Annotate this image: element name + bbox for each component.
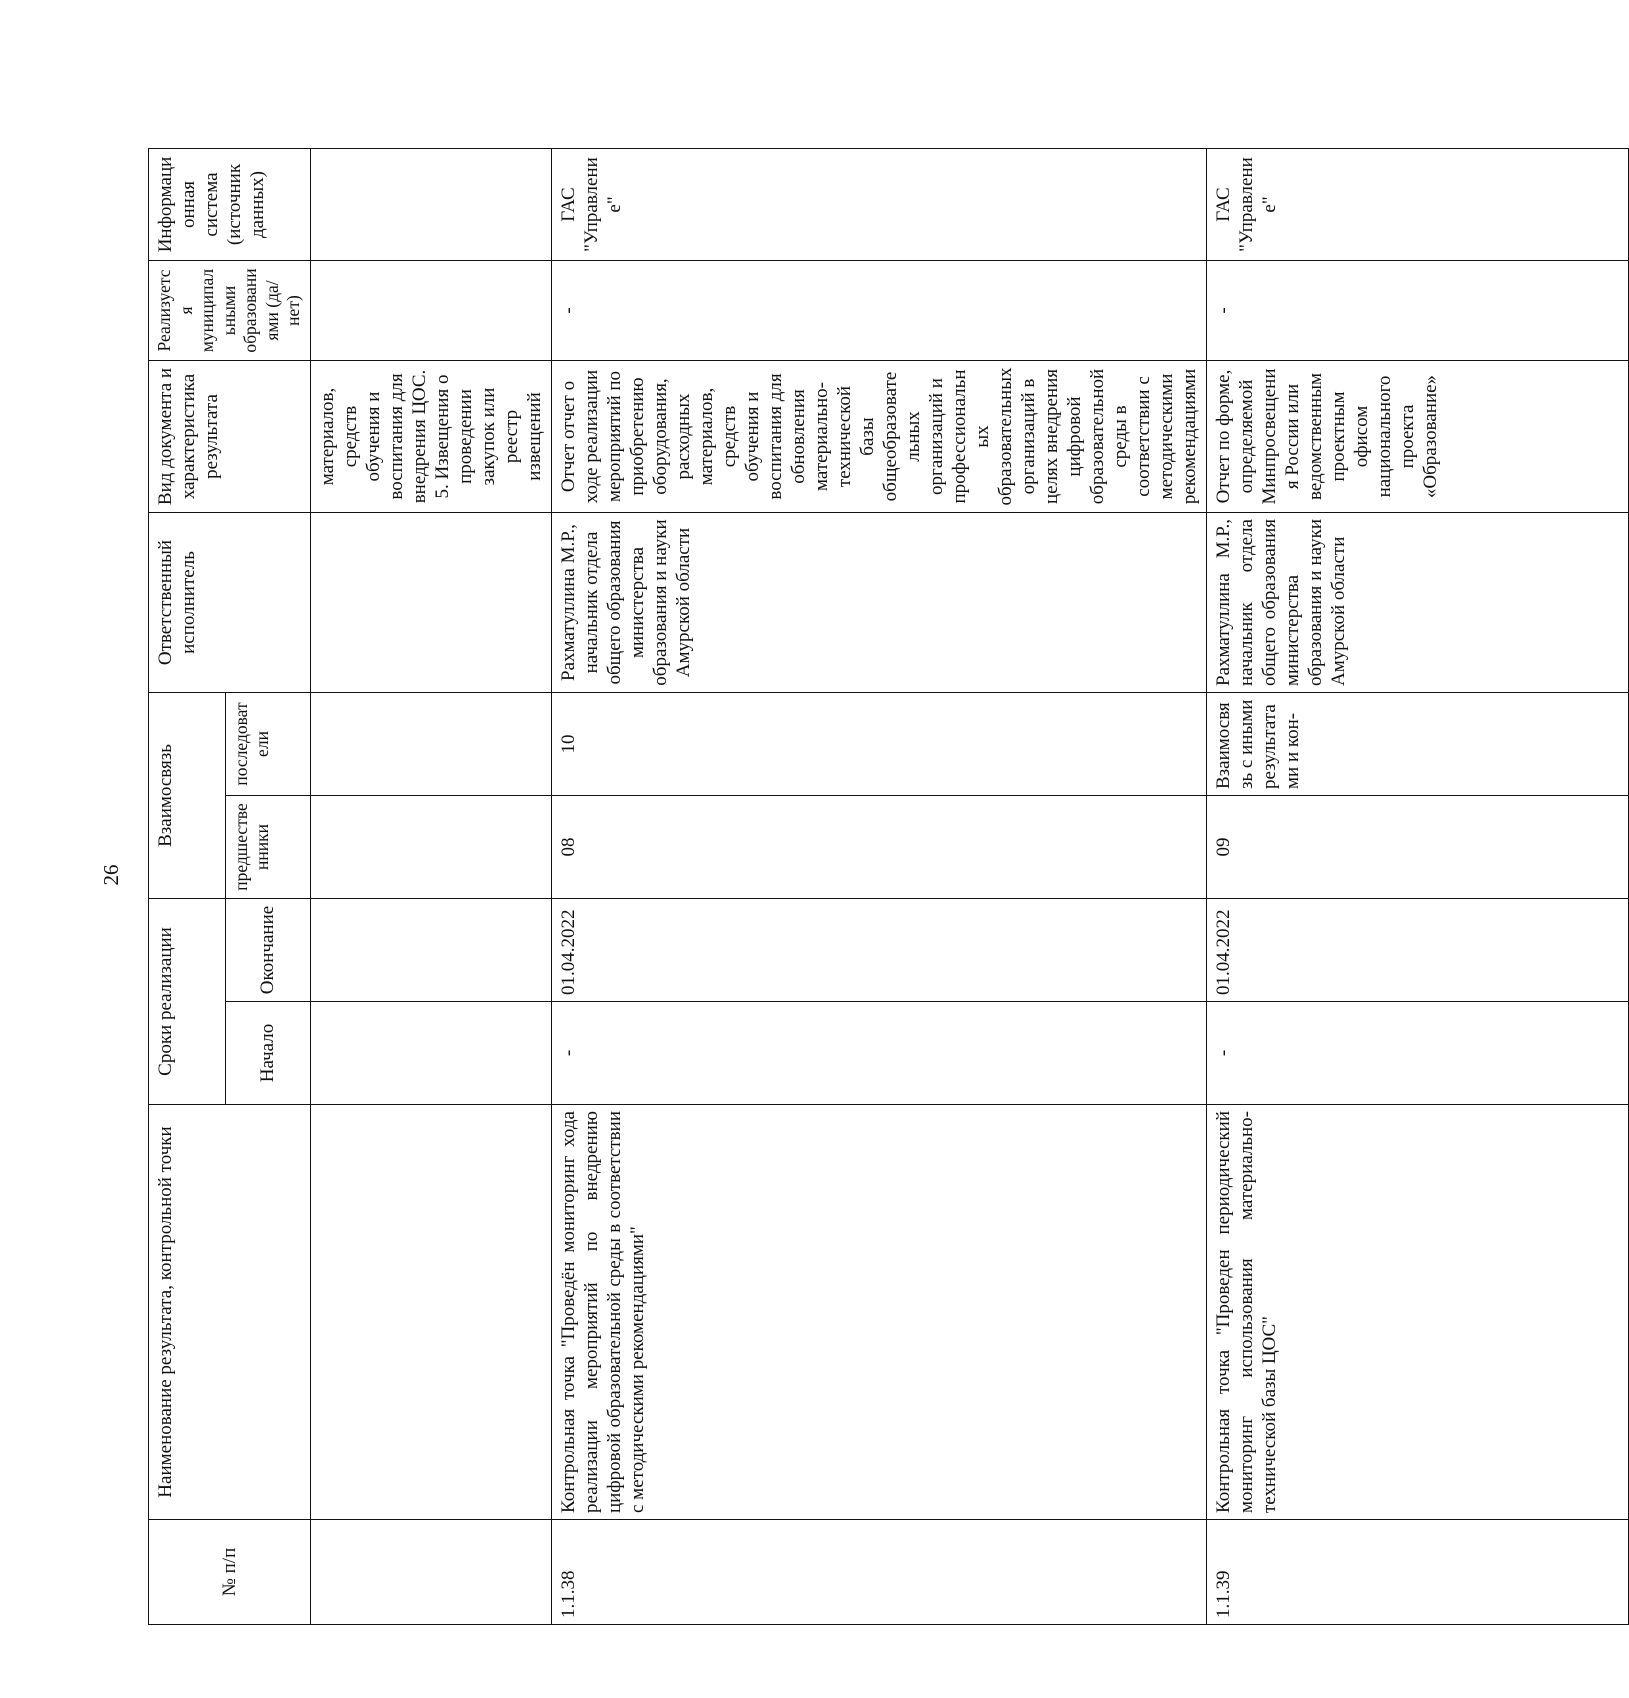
header-info-system: Информационная система (источник данных)	[149, 149, 311, 261]
cell-doc-type: Отчет по форме, определяемой Минпросвещения России или ведомственным проектным офисом национального проекта «Образование»	[1206, 361, 1628, 513]
cell-info-system	[310, 149, 551, 261]
cell-num: 1.1.38	[551, 1520, 1206, 1625]
cell-end: 01.04.2022	[551, 899, 1206, 1002]
cell-responsible: Рахматуллина М.Р., начальник отдела общего образования министерства образования и науки Амурской области	[551, 513, 1206, 693]
cell-responsible	[310, 513, 551, 693]
cell-info-system: ГАС "Управление"	[551, 149, 1206, 261]
header-end: Окончание	[225, 899, 310, 1002]
cell-doc-type: Отчет отчет о ходе реализации мероприятий по приобретению оборудования, расходных материалов, средств обучения и воспитания для обновления материально-технической базы общеобразовательных организаций и профессиональных образовательных организаций в целях внедрения цифровой образовательной среды в соответствии с методическими рекомендациями	[551, 361, 1206, 513]
cell-successors: Взаимосвязь с иными результатами и кон-	[1206, 693, 1628, 796]
header-terms: Сроки реализации	[149, 899, 226, 1105]
cell-start	[310, 1002, 551, 1105]
cell-predecessors: 08	[551, 796, 1206, 899]
header-name: Наименование результата, контрольной точки	[149, 1105, 311, 1520]
cell-municipal	[310, 261, 551, 361]
cell-info-system: ГАС "Управление"	[1206, 149, 1628, 261]
cell-doc-type: материалов, средств обучения и воспитания для внедрения ЦОС. 5. Извещения о проведении закупок или реестр извещений	[310, 361, 551, 513]
header-relation: Взаимосвязь	[149, 693, 226, 899]
cell-name: Контрольная точка "Проведен периодический мониторинг использования материально-технической базы ЦОС"	[1206, 1105, 1628, 1520]
table-row-continuation	[310, 149, 551, 1625]
cell-end	[310, 899, 551, 1002]
table-row	[1206, 149, 1628, 1625]
rotated-table-container	[148, 149, 1441, 1625]
header-successors: последователи	[225, 693, 310, 796]
cell-num	[310, 1520, 551, 1625]
cell-predecessors: 09	[1206, 796, 1628, 899]
table-row	[551, 149, 1206, 1625]
cell-successors	[310, 693, 551, 796]
cell-start: -	[1206, 1002, 1628, 1105]
header-row-1	[149, 149, 226, 1625]
results-table	[148, 148, 1629, 1625]
cell-successors: 10	[551, 693, 1206, 796]
cell-municipal: -	[551, 261, 1206, 361]
page-number: 26	[99, 864, 123, 886]
cell-responsible: Рахматуллина М.Р., начальник отдела общего образования министерства образования и науки Амурской области	[1206, 513, 1628, 693]
cell-end: 01.04.2022	[1206, 899, 1628, 1002]
cell-municipal: -	[1206, 261, 1628, 361]
cell-predecessors	[310, 796, 551, 899]
header-start: Начало	[225, 1002, 310, 1105]
header-num: № п/п	[149, 1520, 311, 1625]
cell-name	[310, 1105, 551, 1520]
header-responsible: Ответственный исполнитель	[149, 513, 311, 693]
cell-name: Контрольная точка "Проведён мониторинг хода реализации мероприятий по внедрению цифровой образовательной среды в соответствии с методическими рекомендациями"	[551, 1105, 1206, 1520]
header-municipal: Реализуется муниципальными образованиями (да/нет)	[149, 261, 311, 361]
cell-num: 1.1.39	[1206, 1520, 1628, 1625]
header-predecessors: предшественники	[225, 796, 310, 899]
cell-start: -	[551, 1002, 1206, 1105]
header-doc-type: Вид документа и характеристика результата	[149, 361, 311, 513]
